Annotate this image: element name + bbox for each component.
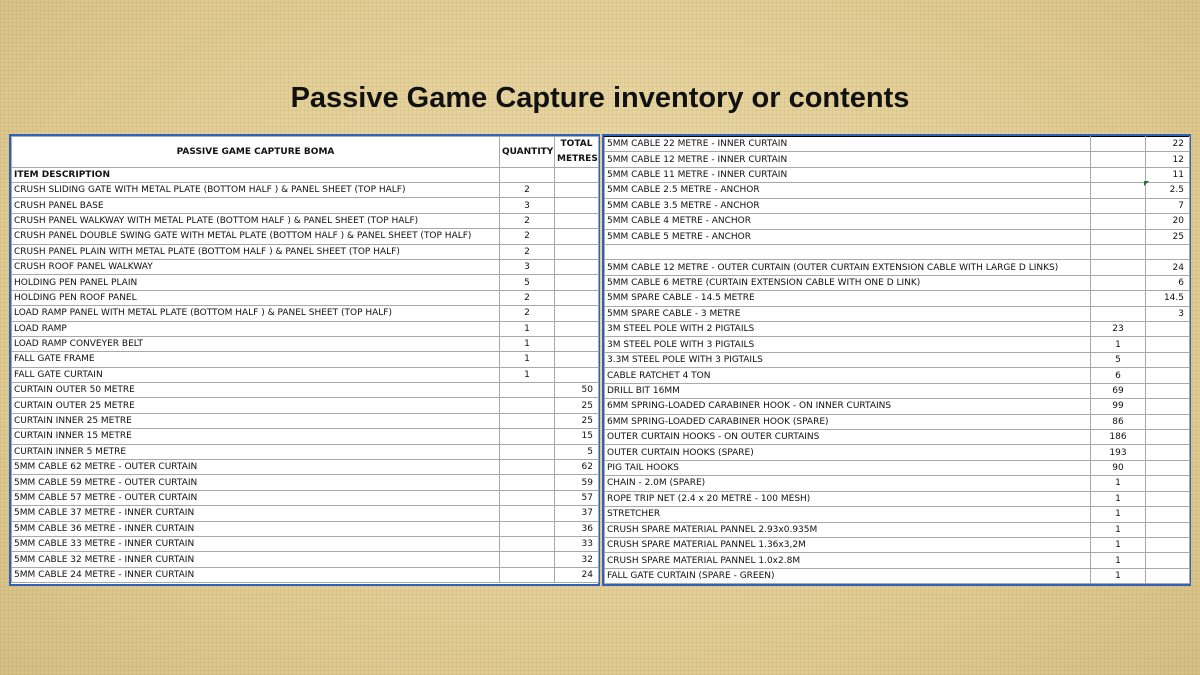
total-metres-cell: [1146, 244, 1190, 259]
table-row: [12, 244, 599, 259]
table-row: [605, 460, 1190, 475]
table-row: [605, 476, 1190, 491]
quantity-cell: [1091, 291, 1146, 306]
right-table: [604, 136, 1190, 584]
quantity-cell: [1091, 214, 1146, 229]
total-metres-cell: [1146, 460, 1190, 475]
total-metres-cell: 5: [555, 444, 599, 459]
table-row: [12, 475, 599, 490]
cell-comment-marker: [1144, 181, 1149, 186]
total-metres-cell: [1146, 399, 1190, 414]
item-description-cell: 5MM CABLE 33 METRE - INNER CURTAIN: [12, 536, 500, 551]
quantity-cell: [500, 475, 555, 490]
table-row: [12, 567, 599, 582]
item-description-cell: 5MM CABLE 24 METRE - INNER CURTAIN: [12, 567, 500, 582]
quantity-cell: 69: [1091, 383, 1146, 398]
item-description-cell: 5MM CABLE 22 METRE - INNER CURTAIN: [605, 137, 1091, 152]
table-row: [12, 413, 599, 428]
quantity-cell: 1: [1091, 337, 1146, 352]
item-description-cell: DRILL BIT 16MM: [605, 383, 1091, 398]
quantity-cell: 6: [1091, 368, 1146, 383]
quantity-cell: 1: [1091, 491, 1146, 506]
empty-cell: [555, 168, 599, 183]
table-row: [605, 414, 1190, 429]
total-metres-cell: [555, 336, 599, 351]
item-description-cell: CURTAIN INNER 5 METRE: [12, 444, 500, 459]
item-description-cell: CRUSH SLIDING GATE WITH METAL PLATE (BOTTOM HALF ) & PANEL SHEET (TOP HALF): [12, 183, 500, 198]
quantity-cell: [500, 398, 555, 413]
total-metres-cell: 12: [1146, 152, 1190, 167]
item-description-cell: 5MM CABLE 57 METRE - OUTER CURTAIN: [12, 490, 500, 505]
quantity-cell: [500, 536, 555, 551]
quantity-cell: 1: [1091, 553, 1146, 568]
total-header-line2: METRES: [557, 154, 598, 164]
total-metres-cell: 20: [1146, 214, 1190, 229]
quantity-cell: [1091, 275, 1146, 290]
table-row: [12, 336, 599, 351]
quantity-cell: [1091, 167, 1146, 182]
table-row: [605, 137, 1190, 152]
quantity-cell: 5: [500, 275, 555, 290]
quantity-cell: 1: [500, 336, 555, 351]
total-metres-cell: 15: [555, 429, 599, 444]
total-metres-cell: [1146, 352, 1190, 367]
table-row: [12, 506, 599, 521]
item-description-cell: 6MM SPRING-LOADED CARABINER HOOK (SPARE): [605, 414, 1091, 429]
total-metres-cell: [1146, 430, 1190, 445]
table-row: [605, 183, 1190, 198]
table-row: [605, 568, 1190, 583]
quantity-cell: 1: [500, 352, 555, 367]
total-metres-cell: [555, 275, 599, 290]
table-row: [12, 290, 599, 305]
total-metres-cell: 11: [1146, 167, 1190, 182]
boma-header: PASSIVE GAME CAPTURE BOMA: [12, 137, 500, 168]
quantity-cell: 90: [1091, 460, 1146, 475]
item-description-cell: 3.3M STEEL POLE WITH 3 PIGTAILS: [605, 352, 1091, 367]
item-description-cell: OUTER CURTAIN HOOKS - ON OUTER CURTAINS: [605, 430, 1091, 445]
total-metres-cell: 25: [555, 398, 599, 413]
item-description-cell: CHAIN - 2.0M (SPARE): [605, 476, 1091, 491]
quantity-cell: 1: [1091, 537, 1146, 552]
item-description-row: [12, 168, 599, 183]
item-description-cell: [605, 244, 1091, 259]
total-metres-cell: [555, 229, 599, 244]
table-row: [605, 152, 1190, 167]
total-metres-cell: [555, 306, 599, 321]
item-description-cell: HOLDING PEN ROOF PANEL: [12, 290, 500, 305]
total-metres-cell: 22: [1146, 137, 1190, 152]
total-metres-cell: 36: [555, 521, 599, 536]
quantity-cell: 1: [1091, 476, 1146, 491]
item-description-cell: 5MM CABLE 37 METRE - INNER CURTAIN: [12, 506, 500, 521]
total-metres-cell: [555, 183, 599, 198]
quantity-cell: 2: [500, 183, 555, 198]
item-description-cell: CRUSH SPARE MATERIAL PANNEL 1.0x2.8M: [605, 553, 1091, 568]
left-table: [11, 136, 599, 583]
quantity-cell: [500, 460, 555, 475]
table-row: [12, 460, 599, 475]
item-description-cell: PIG TAIL HOOKS: [605, 460, 1091, 475]
total-metres-cell: [1146, 414, 1190, 429]
table-row: [12, 536, 599, 551]
quantity-cell: 2: [500, 244, 555, 259]
table-row: [12, 521, 599, 536]
table-row: [605, 244, 1190, 259]
table-row: [605, 522, 1190, 537]
total-metres-cell: [1146, 568, 1190, 583]
item-description-cell: 5MM CABLE 12 METRE - OUTER CURTAIN (OUTER CURTAIN EXTENSION CABLE WITH LARGE D LINKS): [605, 260, 1091, 275]
quantity-cell: 1: [500, 367, 555, 382]
table-row: [12, 398, 599, 413]
item-description-cell: FALL GATE FRAME: [12, 352, 500, 367]
item-description-cell: 5MM CABLE 12 METRE - INNER CURTAIN: [605, 152, 1091, 167]
table-row: [605, 306, 1190, 321]
item-description-cell: LOAD RAMP PANEL WITH METAL PLATE (BOTTOM HALF ) & PANEL SHEET (TOP HALF): [12, 306, 500, 321]
quantity-cell: 2: [500, 229, 555, 244]
total-metres-cell: 14.5: [1146, 291, 1190, 306]
inventory-table-right: [602, 134, 1191, 586]
table-row: [12, 275, 599, 290]
table-row: [605, 445, 1190, 460]
item-description-cell: 5MM CABLE 59 METRE - OUTER CURTAIN: [12, 475, 500, 490]
item-description-cell: STRETCHER: [605, 507, 1091, 522]
total-metres-cell: 37: [555, 506, 599, 521]
item-description-cell: CRUSH ROOF PANEL WALKWAY: [12, 259, 500, 274]
quantity-cell: [1091, 152, 1146, 167]
item-description-cell: LOAD RAMP CONVEYER BELT: [12, 336, 500, 351]
total-metres-cell: 6: [1146, 275, 1190, 290]
quantity-cell: [1091, 260, 1146, 275]
left-header-row: [12, 137, 599, 168]
total-metres-cell: [1146, 368, 1190, 383]
total-metres-cell: [1146, 491, 1190, 506]
total-metres-cell: [555, 198, 599, 213]
quantity-cell: [1091, 183, 1146, 198]
page-title: Passive Game Capture inventory or contents: [290, 82, 910, 114]
item-description-cell: 6MM SPRING-LOADED CARABINER HOOK - ON INNER CURTAINS: [605, 399, 1091, 414]
table-row: [605, 491, 1190, 506]
table-row: [12, 259, 599, 274]
item-description-cell: CURTAIN OUTER 25 METRE: [12, 398, 500, 413]
quantity-cell: [500, 444, 555, 459]
table-row: [605, 260, 1190, 275]
item-description-cell: CRUSH PANEL WALKWAY WITH METAL PLATE (BOTTOM HALF ) & PANEL SHEET (TOP HALF): [12, 213, 500, 228]
total-metres-cell: [1146, 553, 1190, 568]
total-metres-cell: [555, 290, 599, 305]
total-metres-cell: 57: [555, 490, 599, 505]
total-metres-cell: 32: [555, 552, 599, 567]
table-row: [12, 183, 599, 198]
item-description-cell: 5MM CABLE 62 METRE - OUTER CURTAIN: [12, 460, 500, 475]
table-row: [605, 214, 1190, 229]
total-metres-cell: [555, 367, 599, 382]
total-metres-cell: [1146, 507, 1190, 522]
quantity-cell: 1: [1091, 522, 1146, 537]
quantity-cell: 1: [500, 321, 555, 336]
item-description-cell: FALL GATE CURTAIN (SPARE - GREEN): [605, 568, 1091, 583]
total-metres-cell: 25: [555, 413, 599, 428]
table-row: [605, 198, 1190, 213]
quantity-cell: [1091, 306, 1146, 321]
item-description-cell: 5MM CABLE 3.5 METRE - ANCHOR: [605, 198, 1091, 213]
quantity-header: QUANTITY: [500, 137, 555, 168]
total-metres-cell: [555, 244, 599, 259]
item-description-cell: 3M STEEL POLE WITH 3 PIGTAILS: [605, 337, 1091, 352]
quantity-cell: 2: [500, 213, 555, 228]
quantity-cell: [500, 429, 555, 444]
total-metres-cell: 24: [555, 567, 599, 582]
total-metres-cell: 2.5: [1146, 183, 1190, 198]
total-metres-cell: [1146, 445, 1190, 460]
item-description-cell: LOAD RAMP: [12, 321, 500, 336]
item-description-cell: 5MM SPARE CABLE - 14.5 METRE: [605, 291, 1091, 306]
total-metres-cell: 33: [555, 536, 599, 551]
item-description-cell: 5MM CABLE 2.5 METRE - ANCHOR: [605, 183, 1091, 198]
item-description-cell: CURTAIN INNER 15 METRE: [12, 429, 500, 444]
quantity-cell: [1091, 137, 1146, 152]
table-row: [12, 429, 599, 444]
quantity-cell: 23: [1091, 322, 1146, 337]
item-description-header: ITEM DESCRIPTION: [12, 168, 500, 183]
total-metres-cell: 62: [555, 460, 599, 475]
table-row: [605, 383, 1190, 398]
table-row: [12, 352, 599, 367]
table-row: [605, 352, 1190, 367]
item-description-cell: CRUSH SPARE MATERIAL PANNEL 1.36x3,2M: [605, 537, 1091, 552]
total-metres-cell: [555, 213, 599, 228]
table-row: [12, 321, 599, 336]
quantity-cell: [1091, 244, 1146, 259]
table-row: [605, 275, 1190, 290]
total-metres-cell: [1146, 337, 1190, 352]
table-row: [12, 306, 599, 321]
table-row: [12, 490, 599, 505]
quantity-cell: [500, 383, 555, 398]
table-row: [605, 368, 1190, 383]
item-description-cell: OUTER CURTAIN HOOKS (SPARE): [605, 445, 1091, 460]
table-row: [605, 337, 1190, 352]
total-metres-cell: 3: [1146, 306, 1190, 321]
quantity-cell: 186: [1091, 430, 1146, 445]
quantity-cell: 99: [1091, 399, 1146, 414]
item-description-cell: 5MM CABLE 32 METRE - INNER CURTAIN: [12, 552, 500, 567]
table-row: [605, 507, 1190, 522]
quantity-cell: 193: [1091, 445, 1146, 460]
total-metres-cell: [1146, 322, 1190, 337]
total-metres-cell: [1146, 476, 1190, 491]
quantity-cell: 3: [500, 259, 555, 274]
item-description-cell: CRUSH PANEL DOUBLE SWING GATE WITH METAL PLATE (BOTTOM HALF ) & PANEL SHEET (TOP HALF): [12, 229, 500, 244]
item-description-cell: 5MM CABLE 4 METRE - ANCHOR: [605, 214, 1091, 229]
total-metres-cell: 50: [555, 383, 599, 398]
table-row: [605, 167, 1190, 182]
total-metres-header: [555, 137, 599, 168]
quantity-cell: [1091, 229, 1146, 244]
table-row: [605, 322, 1190, 337]
total-metres-cell: 59: [555, 475, 599, 490]
table-row: [605, 537, 1190, 552]
quantity-cell: [500, 490, 555, 505]
quantity-cell: 1: [1091, 568, 1146, 583]
total-metres-cell: [555, 259, 599, 274]
quantity-cell: 86: [1091, 414, 1146, 429]
table-row: [605, 291, 1190, 306]
quantity-cell: 1: [1091, 507, 1146, 522]
quantity-cell: [500, 521, 555, 536]
quantity-cell: [1091, 198, 1146, 213]
total-metres-cell: [1146, 522, 1190, 537]
table-row: [605, 430, 1190, 445]
total-metres-cell: [555, 321, 599, 336]
item-description-cell: CRUSH SPARE MATERIAL PANNEL 2.93x0.935M: [605, 522, 1091, 537]
item-description-cell: FALL GATE CURTAIN: [12, 367, 500, 382]
total-header-line1: TOTAL: [560, 139, 593, 149]
table-row: [12, 229, 599, 244]
item-description-cell: 3M STEEL POLE WITH 2 PIGTAILS: [605, 322, 1091, 337]
table-row: [12, 367, 599, 382]
inventory-table-left: [9, 134, 600, 586]
table-row: [12, 383, 599, 398]
table-row: [605, 553, 1190, 568]
quantity-cell: [500, 552, 555, 567]
item-description-cell: 5MM CABLE 6 METRE (CURTAIN EXTENSION CABLE WITH ONE D LINK): [605, 275, 1091, 290]
item-description-cell: CRUSH PANEL BASE: [12, 198, 500, 213]
total-metres-cell: 25: [1146, 229, 1190, 244]
table-row: [605, 399, 1190, 414]
total-metres-cell: 7: [1146, 198, 1190, 213]
quantity-cell: 2: [500, 306, 555, 321]
total-metres-cell: [1146, 383, 1190, 398]
item-description-cell: 5MM CABLE 36 METRE - INNER CURTAIN: [12, 521, 500, 536]
quantity-cell: 5: [1091, 352, 1146, 367]
table-row: [12, 552, 599, 567]
item-description-cell: ROPE TRIP NET (2.4 x 20 METRE - 100 MESH): [605, 491, 1091, 506]
item-description-cell: CURTAIN OUTER 50 METRE: [12, 383, 500, 398]
item-description-cell: CABLE RATCHET 4 TON: [605, 368, 1091, 383]
item-description-cell: 5MM CABLE 5 METRE - ANCHOR: [605, 229, 1091, 244]
table-row: [12, 444, 599, 459]
item-description-cell: CURTAIN INNER 25 METRE: [12, 413, 500, 428]
item-description-cell: CRUSH PANEL PLAIN WITH METAL PLATE (BOTTOM HALF ) & PANEL SHEET (TOP HALF): [12, 244, 500, 259]
quantity-cell: 3: [500, 198, 555, 213]
total-metres-cell: [555, 352, 599, 367]
quantity-cell: 2: [500, 290, 555, 305]
item-description-cell: 5MM CABLE 11 METRE - INNER CURTAIN: [605, 167, 1091, 182]
table-row: [605, 229, 1190, 244]
total-metres-cell: [1146, 537, 1190, 552]
empty-cell: [500, 168, 555, 183]
item-description-cell: 5MM SPARE CABLE - 3 METRE: [605, 306, 1091, 321]
quantity-cell: [500, 567, 555, 582]
item-description-cell: HOLDING PEN PANEL PLAIN: [12, 275, 500, 290]
quantity-cell: [500, 413, 555, 428]
quantity-cell: [500, 506, 555, 521]
table-row: [12, 198, 599, 213]
total-metres-cell: 24: [1146, 260, 1190, 275]
table-row: [12, 213, 599, 228]
